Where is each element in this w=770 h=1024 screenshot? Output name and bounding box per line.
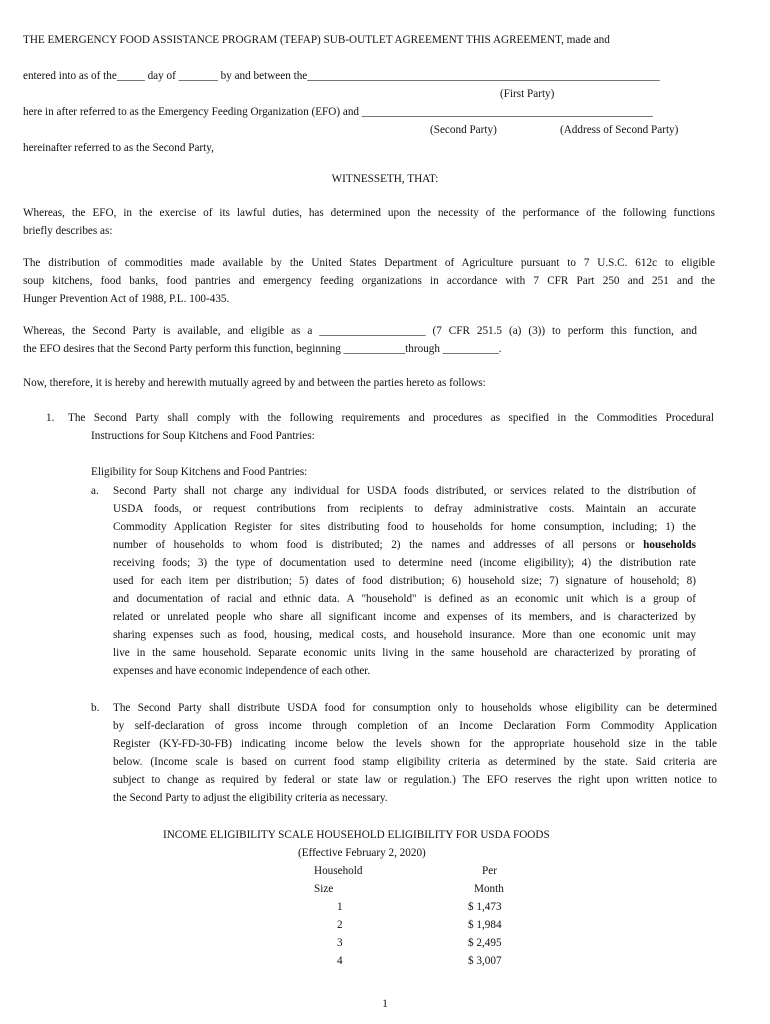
first-party-label: (First Party) <box>500 88 555 100</box>
item-b-line: the Second Party to adjust the eligibility criteria as necessary. <box>113 792 388 804</box>
household-size-header: Household <box>314 865 363 877</box>
item-a-letter: a. <box>91 485 99 497</box>
table-cell-amount: $ 3,007 <box>468 955 502 967</box>
hereinafter-line: hereinafter referred to as the Second Party, <box>23 142 214 154</box>
households-bold-word: households <box>643 539 697 551</box>
now-therefore-paragraph: Now, therefore, it is hereby and herewith mutually agreed by and between the parties hereto as follows: <box>23 377 486 389</box>
item-a-line: sharing expenses such as food, housing, medical costs, and household insurance. More than one economic unit may <box>113 629 696 641</box>
item-a-line: live in the same household. Separate economic units living in the same household are characterized by prorating of <box>113 647 696 659</box>
income-table-effective-date: (Effective February 2, 2020) <box>298 847 426 859</box>
item-1-line: The Second Party shall comply with the following requirements and procedures as specified in the Commodities Procedural <box>68 412 714 424</box>
item-b-line: Register (KY-FD-30-FB) indicating income below the levels shown for the appropriate household size in the table <box>113 738 717 750</box>
item-b-line: below. (Income scale is based on current food stamp eligibility criteria as determined by the state. Said criteria are <box>113 756 717 768</box>
second-party-label: (Second Party) <box>430 124 497 136</box>
item-a-line: Commodity Application Register for sites distributing food to households for home consumption, including; 1) the <box>113 521 696 533</box>
item-a-line: related or unrelated people who share all significant income and expenses of its members, and is characterized by <box>113 611 696 623</box>
table-cell-amount: $ 2,495 <box>468 937 502 949</box>
distribution-paragraph-line: Hunger Prevention Act of 1988, P.L. 100-435. <box>23 293 230 305</box>
eligibility-heading: Eligibility for Soup Kitchens and Food Pantries: <box>91 466 308 478</box>
item-a-line <box>113 536 696 554</box>
whereas2-paragraph-line: the EFO desires that the Second Party perform this function, beginning ___________through __________. <box>23 343 502 355</box>
distribution-paragraph-line: soup kitchens, food banks, food pantries and emergency feeding organizations in accordance with 7 CFR Part 250 and 251 and the <box>23 275 715 287</box>
item-a-line: receiving foods; 3) the type of documentation used to determine need (income eligibility); 4) the distribution rate <box>113 557 696 569</box>
table-cell-size: 1 <box>337 901 343 913</box>
item-b-line: The Second Party shall distribute USDA food for consumption only to households whose eligibility can be determined <box>113 702 717 714</box>
page-number: 1 <box>382 998 388 1010</box>
item-1-number: 1. <box>46 412 55 424</box>
distribution-paragraph-line: The distribution of commodities made available by the United States Department of Agriculture pursuant to 7 U.S.C. 612c to eligible <box>23 257 715 269</box>
per-month-header: Per <box>482 865 497 877</box>
item-a-line: and documentation of racial and ethnic data. A "household" is defined as an economic unit which is a group of <box>113 593 696 605</box>
witnesseth-heading: WITNESSETH, THAT: <box>331 173 439 185</box>
table-cell-amount: $ 1,984 <box>468 919 502 931</box>
item-b-line: by self-declaration of gross income through completion of an Income Declaration Form Commodity Application <box>113 720 717 732</box>
item-a-line-text: number of households to whom food is distributed; 2) the names and addresses of all persons or <box>113 539 635 551</box>
table-cell-amount: $ 1,473 <box>468 901 502 913</box>
item-a-line: Second Party shall not charge any individual for USDA foods distributed, or services related to the distribution of <box>113 485 696 497</box>
item-1-line: Instructions for Soup Kitchens and Food Pantries: <box>91 430 315 442</box>
table-cell-size: 4 <box>337 955 343 967</box>
whereas-paragraph-line: briefly describes as: <box>23 225 113 237</box>
address-label: (Address of Second Party) <box>560 124 679 136</box>
efo-line: here in after referred to as the Emergency Feeding Organization (EFO) and ____________________________________________________ <box>23 106 653 118</box>
per-month-header: Month <box>474 883 504 895</box>
agreement-title-line: THE EMERGENCY FOOD ASSISTANCE PROGRAM (TEFAP) SUB-OUTLET AGREEMENT THIS AGREEMENT, made and <box>23 34 610 46</box>
item-a-line: expenses and have economic independence of each other. <box>113 665 371 677</box>
household-size-header: Size <box>314 883 334 895</box>
table-cell-size: 3 <box>337 937 343 949</box>
agreement-date-line: entered into as of the_____ day of _______ by and between the_______________________________________________________________ <box>23 70 660 82</box>
whereas2-paragraph-line: Whereas, the Second Party is available, and eligible as a ___________________ (7 CFR 251.5 (a) (3)) to perform this function, and <box>23 325 697 337</box>
whereas-paragraph-line: Whereas, the EFO, in the exercise of its lawful duties, has determined upon the necessity of the performance of the following functions <box>23 207 715 219</box>
income-table-title: INCOME ELIGIBILITY SCALE HOUSEHOLD ELIGIBILITY FOR USDA FOODS <box>163 829 550 841</box>
item-b-letter: b. <box>91 702 100 714</box>
item-a-line: used for each item per distribution; 5) dates of food distribution; 6) household size; 7) signature of household; 8) <box>113 575 696 587</box>
item-b-line: subject to change as required by federal or state law or regulation.) The EFO reserves the right upon written notice to <box>113 774 717 786</box>
item-a-line: USDA foods, or request contributions from recipients to defray administrative costs. Maintain an accurate <box>113 503 696 515</box>
table-cell-size: 2 <box>337 919 343 931</box>
